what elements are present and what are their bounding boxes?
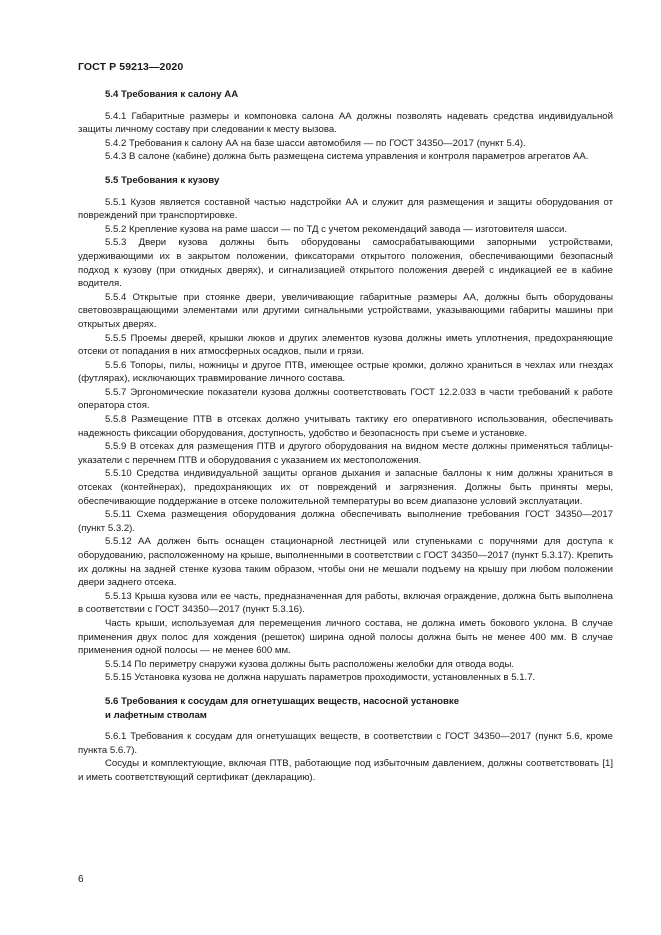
paragraph-5-5-6: 5.5.6 Топоры, пилы, ножницы и другое ПТВ, имеющее острые кромки, должно храниться в чехлах или гнездах (футлярах), исключающих травмирование личного состава. [78,359,613,385]
paragraph-5-5-7: 5.5.7 Эргономические показатели кузова должны соответствовать ГОСТ 12.2.033 в части требований к работе оператора стоя. [78,386,613,412]
paragraph-5-5-10: 5.5.10 Средства индивидуальной защиты органов дыхания и запасные баллоны к ним должны храниться в отсеках (контейнерах), предохраняющих их от повреждений и загрязнения. Должны быть приняты меры, обеспечивающие поддержание в отсеке положительной температуры во всем диапазоне условий эксплуатации. [78,468,613,507]
paragraph-5-5-1: 5.5.1 Кузов является составной частью надстройки АА и служит для размещения и защиты оборудования от повреждений при транспортировке. [78,196,613,222]
paragraph-5-5-9: 5.5.9 В отсеках для размещения ПТВ и другого оборудования на видном месте должны применяться таблицы-указатели с перечнем ПТВ и оборудования с указанием их местоположения. [78,441,613,466]
paragraph-5-4-1: 5.4.1 Габаритные размеры и компоновка салона АА должны позволять надевать средства индивидуальной защиты личному составу при следовании к месту вызова. [78,110,613,136]
section-heading-5-6 [78,695,613,722]
paragraph-5-5-13-roof: Часть крыши, используемая для перемещения личного состава, не должна иметь бокового уклона. В случае применения двух полос для хождения (решеток) ширина одной полосы должна быть не менее 400 мм. В случае применения одной полосы — не менее 600 мм. [78,617,613,657]
paragraph-5-4-2: 5.4.2 Требования к салону АА на базе шасси автомобиля — по ГОСТ 34350—2017 (пункт 5.4). [105,137,526,149]
document-header: ГОСТ Р 59213—2020 [78,61,184,73]
section-heading-5-6-line1: 5.6 Требования к сосудам для огнетушащих веществ, насосной установке [105,695,460,707]
section-heading-5-5: 5.5 Требования к кузову [105,174,220,186]
paragraph-5-5-2: 5.5.2 Крепление кузова на раме шасси — по ТД с учетом рекомендаций завода — изготовителя шасси. [105,223,568,235]
paragraph-5-5-13: 5.5.13 Крыша кузова или ее часть, предназначенная для работы, включая ограждение, должна быть выполнена в соответствии с ГОСТ 34350—2017 (пункт 5.3.16). [78,590,613,616]
section-heading-5-4: 5.4 Требования к салону АА [105,89,239,100]
section-heading-5-6-line2: и лафетным стволам [105,709,207,721]
paragraph-5-5-14: 5.5.14 По периметру снаружи кузова должны быть расположены желобки для отвода воды. [105,658,515,670]
paragraph-5-6-vessels: Сосуды и комплектующие, включая ПТВ, работающие под избыточным давлением, должны соответствовать [1] и иметь соответствующий сертификат (декларацию). [78,758,613,783]
page-number: 6 [78,874,84,885]
paragraph-5-5-12: 5.5.12 АА должен быть оснащен стационарной лестницей или ступеньками с поручнями для доступа к оборудованию, расположенному на крыше, выполненными в соответствии с ГОСТ 34350—2017 (пункт 5.3.17). Крепить их должны на задней стенке кузова таким образом, чтобы они не мешали подъему на крышу при любом положении двери заднего отсека. [78,536,613,589]
paragraph-5-5-4: 5.5.4 Открытые при стоянке двери, увеличивающие габаритные размеры АА, должны быть оборудованы световозвращающими элементами или другими сигнальными устройствами, указывающими габариты машины при открытых дверях. [78,291,613,330]
document-body [78,88,613,785]
paragraph-5-4-3: 5.4.3 В салоне (кабине) должна быть размещена система управления и контроля параметров агрегатов АА. [105,151,589,163]
paragraph-5-5-8: 5.5.8 Размещение ПТВ в отсеках должно учитывать тактику его оперативного использования, обеспечивать надежность фиксации оборудования, доступность, удобство и безопасность при съеме и установке. [78,414,613,439]
paragraph-5-6-1: 5.6.1 Требования к сосудам для огнетушащих веществ, в соответствии с ГОСТ 34350—2017 (пункт 5.6, кроме пункта 5.6.7). [78,731,613,756]
paragraph-5-5-11: 5.5.11 Схема размещения оборудования должна обеспечивать выполнение требования ГОСТ 34350—2017 (пункт 5.3.2). [78,509,613,534]
paragraph-5-5-3: 5.5.3 Двери кузова должны быть оборудованы самосрабатывающими запорными устройствами, удерживающими их в закрытом положении, фиксаторами открытого положения, обеспечивающими безопасный подход к кузову (при откидных дверях), и сигнализацией открытого положения дверей с индикацией ее в кабине водителя. [78,237,613,290]
paragraph-5-5-5: 5.5.5 Проемы дверей, крышки люков и других элементов кузова должны иметь уплотнения, предохраняющие отсеки от попадания в них атмосферных осадков, пыли и грязи. [78,332,613,358]
paragraph-5-5-15: 5.5.15 Установка кузова не должна нарушать параметров проходимости, установленных в 5.1.7. [105,672,536,684]
